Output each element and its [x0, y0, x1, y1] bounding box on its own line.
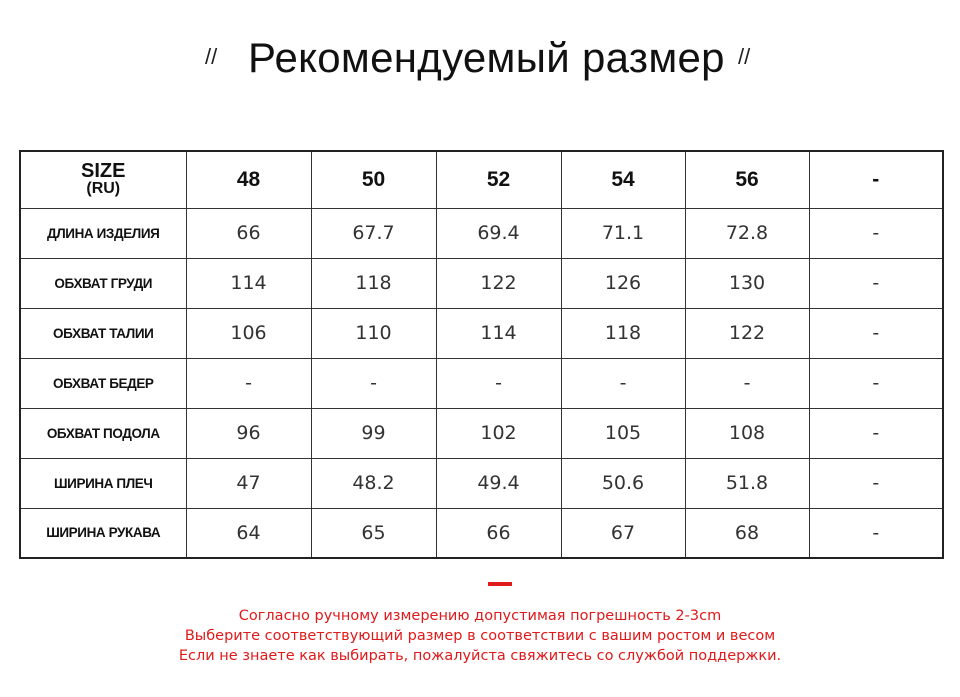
row-label: ОБХВАТ ГРУДИ — [20, 258, 186, 308]
table-cell: - — [311, 358, 436, 408]
row-label: ОБХВАТ БЕДЕР — [20, 358, 186, 408]
table-cell: 67.7 — [311, 208, 436, 258]
table-cell: 110 — [311, 308, 436, 358]
size-column-header: 50 — [311, 151, 436, 208]
table-cell: - — [561, 358, 685, 408]
table-cell: - — [685, 358, 809, 408]
table-cell: 72.8 — [685, 208, 809, 258]
table-row — [20, 258, 943, 308]
row-label: ШИРИНА ПЛЕЧ — [20, 458, 186, 508]
table-header-row — [20, 151, 943, 208]
row-label: ОБХВАТ ПОДОЛА — [20, 408, 186, 458]
table-row — [20, 308, 943, 358]
table-cell: 47 — [186, 458, 311, 508]
table-cell: 67 — [561, 508, 685, 558]
note-line: Если не знаете как выбирать, пожалуйста свяжитесь со службой поддержки. — [178, 648, 782, 664]
table-cell: 48.2 — [311, 458, 436, 508]
table-cell: 118 — [561, 308, 685, 358]
table-cell: 51.8 — [685, 458, 809, 508]
size-column-header: - — [809, 151, 943, 208]
table-cell: 49.4 — [436, 458, 561, 508]
row-label: ОБХВАТ ТАЛИИ — [20, 308, 186, 358]
table-row — [20, 508, 943, 558]
note-line: Согласно ручному измерению допустимая погрешность 2-3cm — [238, 608, 722, 624]
table-cell: - — [809, 408, 943, 458]
decorative-slashes-left: // — [205, 44, 218, 69]
table-cell: 102 — [436, 408, 561, 458]
table-row — [20, 408, 943, 458]
table-row — [20, 458, 943, 508]
table-cell: 130 — [685, 258, 809, 308]
page-title: Рекомендуемый размер — [248, 34, 725, 81]
table-cell: 114 — [186, 258, 311, 308]
red-divider — [488, 582, 512, 586]
table-cell: 66 — [436, 508, 561, 558]
size-column-header: 54 — [561, 151, 685, 208]
size-header-label: SIZE — [81, 159, 126, 182]
size-column-header: 56 — [685, 151, 809, 208]
table-cell: 105 — [561, 408, 685, 458]
table-row — [20, 358, 943, 408]
table-cell: 50.6 — [561, 458, 685, 508]
table-cell: 68 — [685, 508, 809, 558]
size-chart-table — [19, 150, 944, 559]
size-column-header: 48 — [186, 151, 311, 208]
table-cell: - — [436, 358, 561, 408]
table-cell: 118 — [311, 258, 436, 308]
table-cell: 66 — [186, 208, 311, 258]
table-cell: - — [809, 358, 943, 408]
table-cell: 69.4 — [436, 208, 561, 258]
size-column-header: 52 — [436, 151, 561, 208]
table-cell: - — [809, 458, 943, 508]
table-cell: - — [809, 208, 943, 258]
table-row — [20, 208, 943, 258]
table-cell: 71.1 — [561, 208, 685, 258]
table-cell: 106 — [186, 308, 311, 358]
table-cell: - — [186, 358, 311, 408]
table-cell: - — [809, 508, 943, 558]
table-cell: 114 — [436, 308, 561, 358]
table-cell: - — [809, 308, 943, 358]
table-cell: 122 — [436, 258, 561, 308]
decorative-slashes-right: // — [738, 44, 751, 69]
table-cell: 64 — [186, 508, 311, 558]
notes-block — [0, 606, 960, 666]
table-cell: 99 — [311, 408, 436, 458]
table-cell: 65 — [311, 508, 436, 558]
table-cell: 122 — [685, 308, 809, 358]
size-header-sublabel: (RU) — [86, 179, 121, 197]
table-cell: 108 — [685, 408, 809, 458]
table-cell: 96 — [186, 408, 311, 458]
table-cell: 126 — [561, 258, 685, 308]
row-label: ШИРИНА РУКАВА — [20, 508, 186, 558]
size-header-cell — [20, 151, 186, 208]
note-line: Выберите соответствующий размер в соответствии с вашим ростом и весом — [184, 628, 776, 644]
title-row — [0, 34, 960, 90]
table-cell: - — [809, 258, 943, 308]
row-label: ДЛИНА ИЗДЕЛИЯ — [20, 208, 186, 258]
